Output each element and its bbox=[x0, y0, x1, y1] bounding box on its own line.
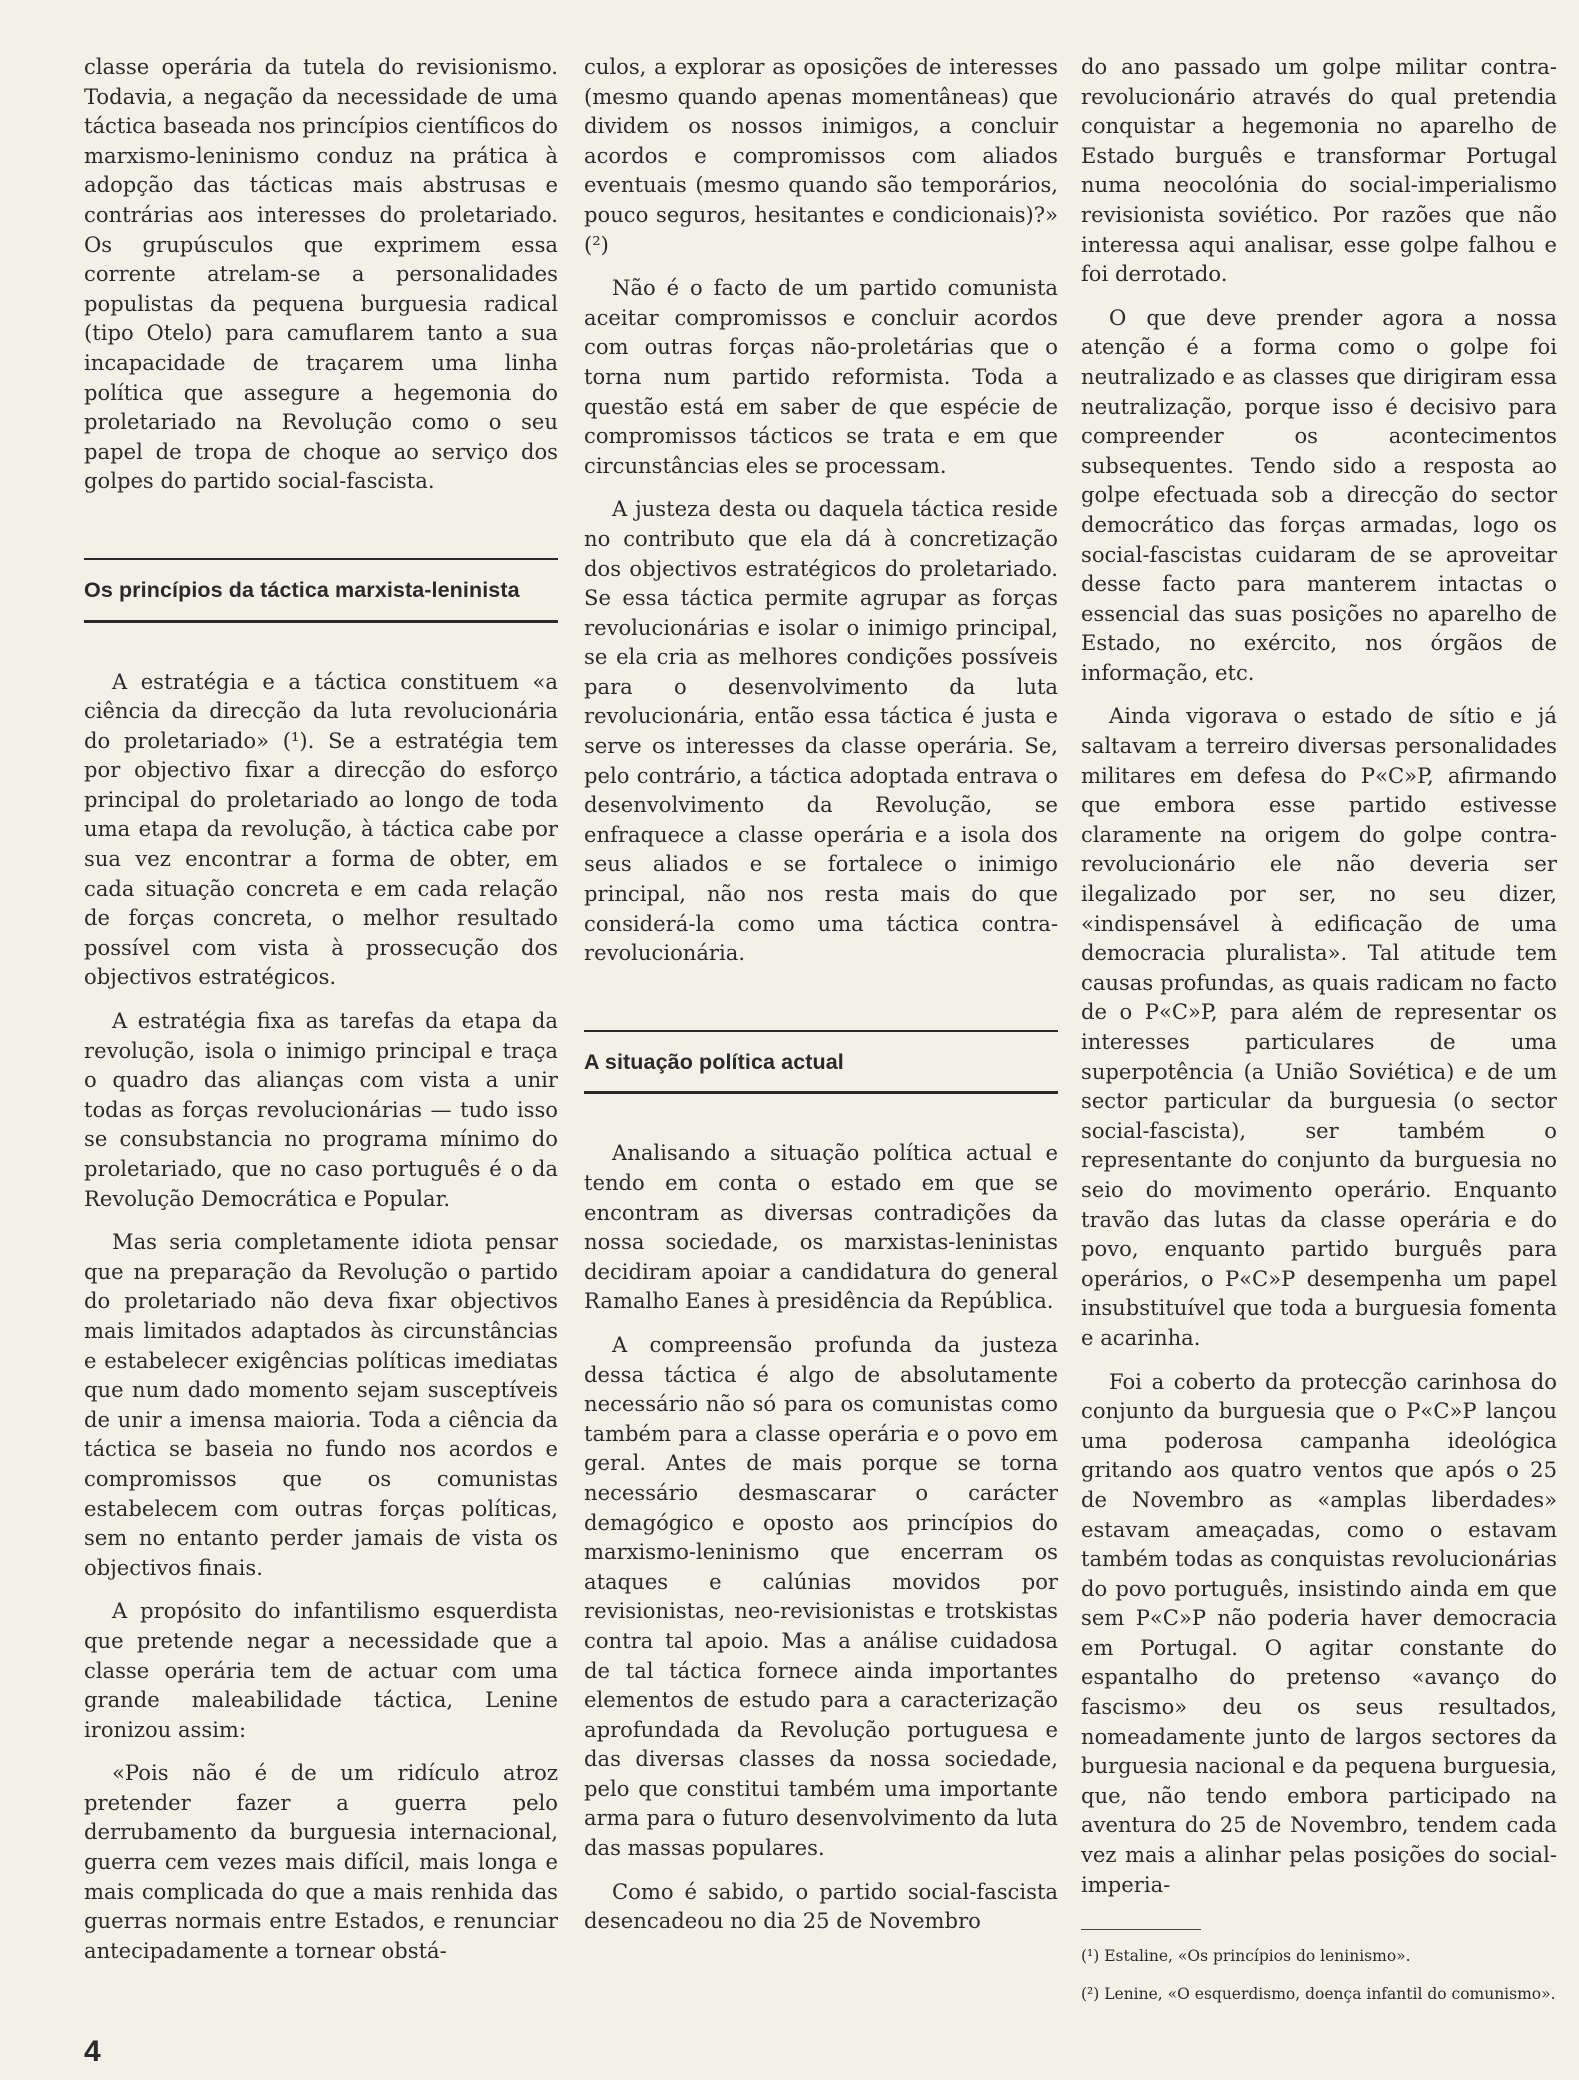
section-heading: A situação política actual bbox=[584, 1049, 844, 1074]
column-2 bbox=[584, 52, 1058, 1950]
column-3 bbox=[1081, 52, 1557, 2020]
paragraph: A estratégia e a táctica constituem «a ciência da direcção da luta revolucionária do proletariado» (¹). Se a estratégia tem por objectivo fixar a direcção do esforço principal do proletariado ao longo de toda uma etapa da revolução, à táctica cabe por sua vez encontrar a forma de obter, em cada situação concreta e em cada relação de forças concreta, o melhor resultado possível com vista à prossecução dos objectivos estratégicos. bbox=[84, 668, 558, 990]
paragraph: O que deve prender agora a nossa atenção é a forma como o golpe foi neutralizado e as classes que dirigiram essa neutralização, porque isso é decisivo para compreender os acontecimentos subsequentes. Tendo sido a resposta ao golpe efectuada sob a direcção do sector democrático das forças armadas, logo os social-fascistas cuidaram de se aproveitar desse facto para manterem intactas o essencial das suas posições no aparelho de Estado, no exército, nos órgãos de informação, etc. bbox=[1081, 304, 1557, 685]
section-header bbox=[84, 558, 558, 623]
page-number: 4 bbox=[84, 2035, 101, 2068]
divider bbox=[84, 620, 558, 623]
divider bbox=[84, 558, 558, 560]
paragraph: do ano passado um golpe militar contra-revolucionário através do qual pretendia conquistar a hegemonia no aparelho de Estado burguês e transformar Portugal numa neocolónia do social-imperialismo revisionista soviético. Por razões que não interessa aqui analisar, esse golpe falhou e foi derrotado. bbox=[1081, 54, 1557, 287]
paragraph: A compreensão profunda da justeza dessa táctica é algo de absolutamente necessário não só para os comunistas como também para a classe operária e o povo em geral. Antes de mais porque se torna necessário desmascarar o carácter demagógico e oposto aos princípios do marxismo-leninismo que encerram os ataques e calúnias movidos por revisionistas, neo-revisionistas e trotskistas contra tal apoio. Mas a análise cuidadosa de tal táctica fornece ainda importantes elementos de estudo para a caracterização aprofundada da Revolução portuguesa e das diversas classes da nossa sociedade, pelo que constitui também uma importante arma para o futuro desenvolvimento da luta das massas populares. bbox=[584, 1331, 1058, 1861]
paragraph: A justeza desta ou daquela táctica reside no contributo que ela dá à concretização dos objectivos estratégicos do proletariado. Se essa táctica permite agrupar as forças revolucionárias e isolar o inimigo principal, se ela cria as melhores condições possíveis para o desenvolvimento da luta revolucionária, então essa táctica é justa e serve os interesses da classe operária. Se, pelo contrário, a táctica adoptada entrava o desenvolvimento da Revolução, se enfraquece a classe operária e a isola dos seus aliados e se fortalece o inimigo principal, não nos resta mais do que considerá-la como uma táctica contra-revolucionária. bbox=[584, 496, 1058, 966]
divider bbox=[584, 1091, 1058, 1094]
paragraph: Mas seria completamente idiota pensar que na preparação da Revolução o partido do proletariado não deva fixar objectivos mais limitados adaptados às circunstâncias e estabelecer exigências políticas imediatas que num dado momento sejam susceptíveis de unir a imensa maioria. Toda a ciência da táctica se baseia no fundo nos acordos e compromissos que os comunistas estabelecem com outras forças políticas, sem no entanto perder jamais de vista os objectivos finais. bbox=[84, 1229, 558, 1580]
footnote-divider bbox=[1081, 1929, 1201, 1930]
section-heading: Os princípios da táctica marxista-leninista bbox=[84, 577, 520, 602]
paragraph: Analisando a situação política actual e tendo em conta o estado em que se encontram as diversas contradições da nossa sociedade, os marxistas-leninistas decidiram apoiar a candidatura do general Ramalho Eanes à presidência da República. bbox=[584, 1140, 1058, 1314]
column-1 bbox=[84, 52, 558, 1979]
paragraph: culos, a explorar as oposições de interesses (mesmo quando apenas momentâneas) que dividem os nossos inimigos, a concluir acordos e compromissos com aliados eventuais (mesmo quando são temporários, pouco seguros, hesitantes e condicionais)?» (²) bbox=[584, 54, 1058, 257]
paragraph: A estratégia fixa as tarefas da etapa da revolução, isola o inimigo principal e traça o quadro das alianças com vista a unir todas as forças revolucionárias — tudo isso se consubstancia no programa mínimo do proletariado, que no caso português é o da Revolução Democrática e Popular. bbox=[84, 1008, 558, 1211]
footnote: (¹) Estaline, «Os princípios do leninismo». bbox=[1081, 1947, 1411, 1966]
paragraph: Foi a coberto da protecção carinhosa do conjunto da burguesia que o P«C»P lançou uma poderosa campanha ideológica gritando aos quatro ventos que após o 25 de Novembro as «amplas liberdades» estavam ameaçadas, como o estavam também todas as conquistas revolucionárias do povo português, insistindo ainda em que sem P«C»P não poderia haver democracia em Portugal. O agitar constante do espantalho do pretenso «avanço do fascismo» deu os seus resultados, nomeadamente junto de largos sectores da burguesia nacional e da pequena burguesia, que, não tendo embora participado na aventura do 25 de Novembro, tendem cada vez mais a alinhar pelas posições do social-imperia- bbox=[1081, 1368, 1557, 1897]
divider bbox=[584, 1030, 1058, 1032]
paragraph: Não é o facto de um partido comunista aceitar compromissos e concluir acordos com outras forças não-proletárias que o torna num partido reformista. Toda a questão está em saber de que espécie de compromissos tácticos se trata e em que circunstâncias eles se processam. bbox=[584, 275, 1058, 478]
paragraph: Ainda vigorava o estado de sítio e já saltavam a terreiro diversas personalidades militares em defesa do P«C»P, afirmando que embora esse partido estivesse claramente na origem do golpe contra-revolucionário ele não deveria ser ilegalizado por ser, no seu dizer, «indispensável à edificação de uma democracia pluralista». Tal atitude tem causas profundas, as quais radicam no facto de o P«C»P, para além de representar os interesses particulares de uma superpotência (a União Soviética) e de um sector particular da burguesia (o sector social-fascista), ser também o representante do conjunto da burguesia no seio do movimento operário. Enquanto travão das lutas da classe operária e do povo, enquanto partido burguês para operários, o P«C»P desempenha um papel insubstituível que toda a burguesia fomenta e acarinha. bbox=[1081, 703, 1557, 1350]
paragraph: Como é sabido, o partido social-fascista desencadeou no dia 25 de Novembro bbox=[584, 1878, 1058, 1934]
section-header bbox=[584, 1030, 1058, 1095]
paragraph: classe operária da tutela do revisionismo. Todavia, a negação da necessidade de uma táctica baseada nos princípios científicos do marxismo-leninismo conduz na prática à adopção das tácticas mais abstrusas e contrárias aos interesses do proletariado. Os grupúsculos que exprimem essa corrente atrelam-se a personalidades populistas da pequena burguesia radical (tipo Otelo) para camuflarem tanto a sua incapacidade de traçarem uma linha política que assegure a hegemonia do proletariado na Revolução como o seu papel de tropa de choque ao serviço dos golpes do partido social-fascista. bbox=[84, 54, 558, 494]
footnote: (²) Lenine, «O esquerdismo, doença infantil do comunismo». bbox=[1081, 1985, 1556, 2004]
paragraph: A propósito do infantilismo esquerdista que pretende negar a necessidade que a classe operária tem de actuar com uma grande maleabilidade táctica, Lenine ironizou assim: bbox=[84, 1598, 558, 1742]
quote-paragraph: «Pois não é de um ridículo atroz pretender fazer a guerra pelo derrubamento da burguesia internacional, guerra cem vezes mais difícil, mais longa e mais complicada do que a mais renhida das guerras normais entre Estados, e renunciar antecipadamente a tornear obstá- bbox=[84, 1760, 558, 1963]
